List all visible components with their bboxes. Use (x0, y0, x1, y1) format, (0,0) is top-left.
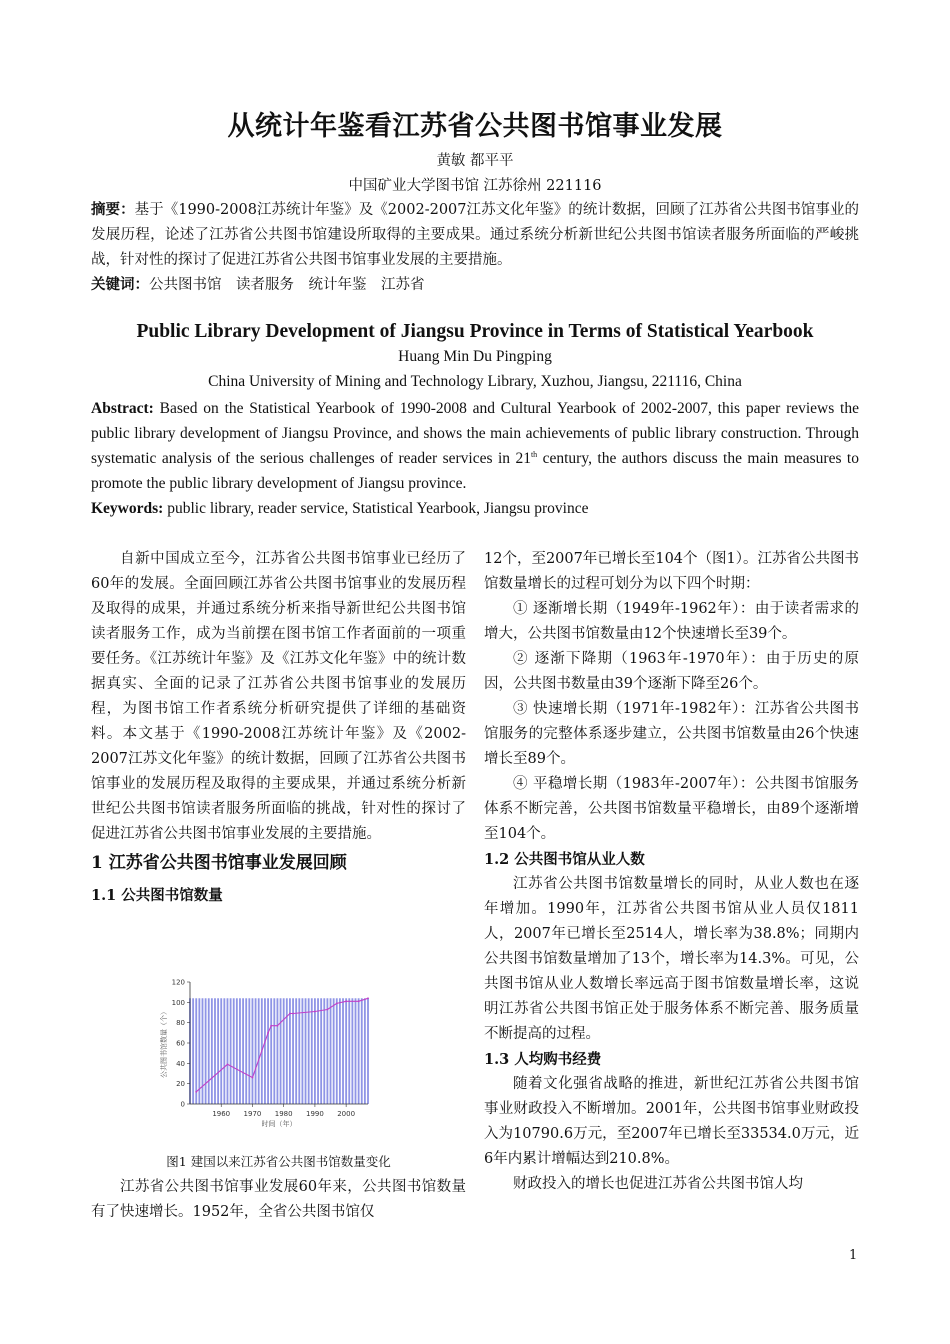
chart-plot (159, 979, 369, 1129)
bar (330, 998, 332, 1104)
data-point (289, 1013, 291, 1015)
affiliation-cn: 中国矿业大学图书馆 江苏徐州 221116 (348, 178, 602, 194)
data-point (345, 1000, 347, 1002)
section-1-1-heading: 1.1 公共图书馆数量 (91, 887, 223, 904)
abstract-en-sup: th (530, 449, 538, 459)
bar (223, 998, 225, 1104)
y-tick-label: 0 (180, 1100, 185, 1109)
abstract-en (91, 396, 859, 496)
abstract-cn (91, 197, 859, 273)
bar (355, 998, 357, 1104)
bar (248, 998, 250, 1104)
bar (323, 998, 325, 1104)
data-point (358, 1000, 360, 1002)
x-tick-label: 1990 (305, 1110, 324, 1118)
authors-en: Huang Min Du Pingping (398, 348, 552, 365)
abstract-cn-label: 摘要： (91, 201, 135, 218)
bar (217, 998, 219, 1104)
bar (280, 998, 282, 1104)
left-column (91, 547, 466, 908)
x-tick-label: 1960 (212, 1110, 231, 1118)
bar (264, 998, 266, 1104)
bar (258, 998, 260, 1104)
bar (283, 998, 285, 1104)
data-point (267, 1032, 269, 1034)
figure-1-caption: 图1 建国以来江苏省公共图书馆数量变化 (166, 1154, 391, 1169)
bar (286, 998, 288, 1104)
data-point (252, 1077, 254, 1079)
right-column (484, 547, 859, 1197)
affiliation-en: China University of Mining and Technology Library, Xuzhou, Jiangsu, 221116, China (208, 373, 742, 390)
data-point (367, 997, 369, 999)
bar (214, 998, 216, 1104)
bar (295, 998, 297, 1104)
bar (195, 998, 197, 1104)
abstract-en-text-a: Based on the Statistical Yearbook of 1990-2008 and Cultural Yearbook of 2002-2007, this paper reviews the public library development of Jiangsu Province, and shows the main achievements of public library construction. Through systematic analysis of the serious challenges of reader services in 21 (91, 400, 859, 467)
funding-paragraph: 随着文化强省战略的推进，新世纪江苏省公共图书馆事业财政投入不断增加。2001年，公共图书馆事业财政投入为10790.6万元，至2007年已增长至33534.0万元，近6年内累计增幅达到210.8%。 (484, 1076, 859, 1167)
data-point (195, 1091, 197, 1093)
y-tick-label: 120 (171, 978, 185, 987)
page-number: 1 (849, 1248, 858, 1263)
data-point (270, 1025, 272, 1027)
bar (245, 998, 247, 1104)
data-point (336, 1002, 338, 1004)
x-axis-label: 时间（年） (261, 1120, 297, 1128)
keywords-en (91, 496, 859, 521)
bar (308, 998, 310, 1104)
keywords-cn-label: 关键词： (91, 276, 149, 293)
library-count-chart (150, 972, 390, 1132)
period-2-paragraph: ② 逐渐下降期（1963年-1970年）：由于历史的原因，公共图书数量由39个逐渐下降至26个。 (484, 651, 859, 692)
bar (205, 998, 207, 1104)
abstract-cn-text: 基于《1990-2008江苏统计年鉴》及《2002-2007江苏文化年鉴》的统计数据，回顾了江苏省公共图书馆事业的发展历程，论述了江苏省公共图书馆建设所取得的主要成果。通过系统分析新世纪公共图书馆读者服务所面临的严峻挑战，针对性的探讨了促进江苏省公共图书馆事业发展的主要措施。 (91, 202, 860, 268)
bar (236, 998, 238, 1104)
keywords-cn-text: 公共图书馆 读者服务 统计年鉴 江苏省 (149, 277, 425, 293)
bar (220, 998, 222, 1104)
bar (277, 998, 279, 1104)
x-tick-label: 1970 (243, 1110, 262, 1118)
bar (345, 998, 347, 1104)
bar (348, 998, 350, 1104)
authors-cn: 黄敏 都平平 (436, 153, 514, 169)
bar (339, 998, 341, 1104)
bar (326, 998, 328, 1104)
bar (302, 998, 304, 1104)
bar (192, 998, 194, 1104)
staff-paragraph: 江苏省公共图书馆数量增长的同时，从业人数也在逐年增加。1990年，江苏省公共图书馆从业人员仅1811人，2007年已增长至2514人，增长率为38.8%；同期内公共图书馆数量增加了13个，增长率为14.3%。可见，公共图书馆从业人数增长率远高于图书馆数量增长率，这说明江苏省公共图书馆正处于服务体系不断完善、服务质量不断提高的过程。 (484, 876, 859, 1042)
y-tick-label: 20 (176, 1080, 185, 1089)
bar (305, 998, 307, 1104)
period-1-paragraph: ① 逐渐增长期（1949年-1962年）：由于读者需求的增大，公共图书馆数量由12个快速增长至39个。 (484, 601, 859, 642)
bar (239, 998, 241, 1104)
bar (317, 998, 319, 1104)
bar (361, 998, 363, 1104)
bar (320, 998, 322, 1104)
section-1-heading: 1 江苏省公共图书馆事业发展回顾 (91, 853, 347, 873)
bar (267, 998, 269, 1104)
bar (351, 998, 353, 1104)
bar (242, 998, 244, 1104)
abstract-en-text-b: century, the authors discuss the main measures to promote the public library development of Jiangsu province. (91, 450, 859, 492)
page-title: 从统计年鉴看江苏省公共图书馆事业发展 (227, 111, 723, 142)
english-title: Public Library Development of Jiangsu Province in Terms of Statistical Yearbook (136, 321, 814, 342)
bar (230, 998, 232, 1104)
x-tick-label: 2000 (337, 1110, 356, 1118)
bar (342, 998, 344, 1104)
bar (336, 998, 338, 1104)
y-tick-label: 80 (176, 1019, 185, 1028)
bar (252, 998, 254, 1104)
bar (208, 998, 210, 1104)
bar (311, 998, 313, 1104)
y-tick-label: 40 (176, 1059, 185, 1068)
bar (270, 998, 272, 1104)
bar (364, 998, 366, 1104)
data-point (314, 1011, 316, 1013)
y-tick-label: 100 (171, 998, 185, 1007)
bar (202, 998, 204, 1104)
left-column-bottom (91, 1175, 466, 1225)
keywords-cn (91, 272, 859, 298)
bar (273, 998, 275, 1104)
section-1-3-heading: 1.3 人均购书经费 (484, 1051, 602, 1068)
x-tick-label: 1980 (274, 1110, 293, 1118)
bar (314, 998, 316, 1104)
intro-paragraph: 自新中国成立至今，江苏省公共图书馆事业已经历了60年的发展。全面回顾江苏省公共图书馆事业的发展历程及取得的成果，并通过系统分析来指导新世纪公共图书馆读者服务工作，成为当前摆在图书馆工作者面前的一项重要任务。《江苏统计年鉴》及《江苏文化年鉴》中的统计数据真实、全面的记录了江苏省公共图书馆事业的发展历程，为图书馆工作者系统分析研究提供了详细的基础资料。本文基于《1990-2008江苏统计年鉴》及《2002-2007江苏文化年鉴》的统计数据，回顾了江苏省公共图书馆事业的发展历程及取得的主要成果，并通过系统分析新世纪公共图书馆读者服务所面临的挑战，针对性的探讨了促进江苏省公共图书馆事业发展的主要措施。 (91, 551, 466, 842)
abstract-en-label: Abstract: (91, 400, 154, 417)
bar (333, 998, 335, 1104)
bar (255, 998, 257, 1104)
bar (227, 998, 229, 1104)
bar (298, 998, 300, 1104)
bar (211, 998, 213, 1104)
data-point (227, 1063, 229, 1065)
bar (358, 998, 360, 1104)
paragraph-after-figure: 江苏省公共图书馆事业发展60年来，公共图书馆数量有了快速增长。1952年，全省公共图书馆仅 (91, 1179, 466, 1220)
data-point (327, 1009, 329, 1011)
keywords-en-label: Keywords: (91, 500, 164, 517)
bar (233, 998, 235, 1104)
bar (367, 998, 369, 1104)
section-1-2-heading: 1.2 公共图书馆从业人数 (484, 851, 645, 868)
y-axis-label: 公共图书馆数量（个） (160, 1008, 168, 1078)
period-3-paragraph: ③ 快速增长期（1971年-1982年）：江苏省公共图书馆服务的完整体系逐步建立，公共图书馆数量由26个快速增长至89个。 (484, 701, 859, 767)
right-paragraph-1: 12个，至2007年已增长至104个（图1）。江苏省公共图书馆数量增长的过程可划分为以下四个时期： (484, 551, 860, 592)
keywords-en-text: public library, reader service, Statistical Yearbook, Jiangsu province (163, 500, 589, 517)
data-point (292, 1013, 294, 1015)
y-tick-label: 60 (176, 1039, 185, 1048)
period-4-paragraph: ④ 平稳增长期（1983年-2007年）：公共图书馆服务体系不断完善，公共图书馆数量平稳增长，由89个逐渐增至104个。 (484, 776, 859, 842)
funding-paragraph-2: 财政投入的增长也促进江苏省公共图书馆人均 (513, 1176, 803, 1192)
data-point (277, 1025, 279, 1027)
